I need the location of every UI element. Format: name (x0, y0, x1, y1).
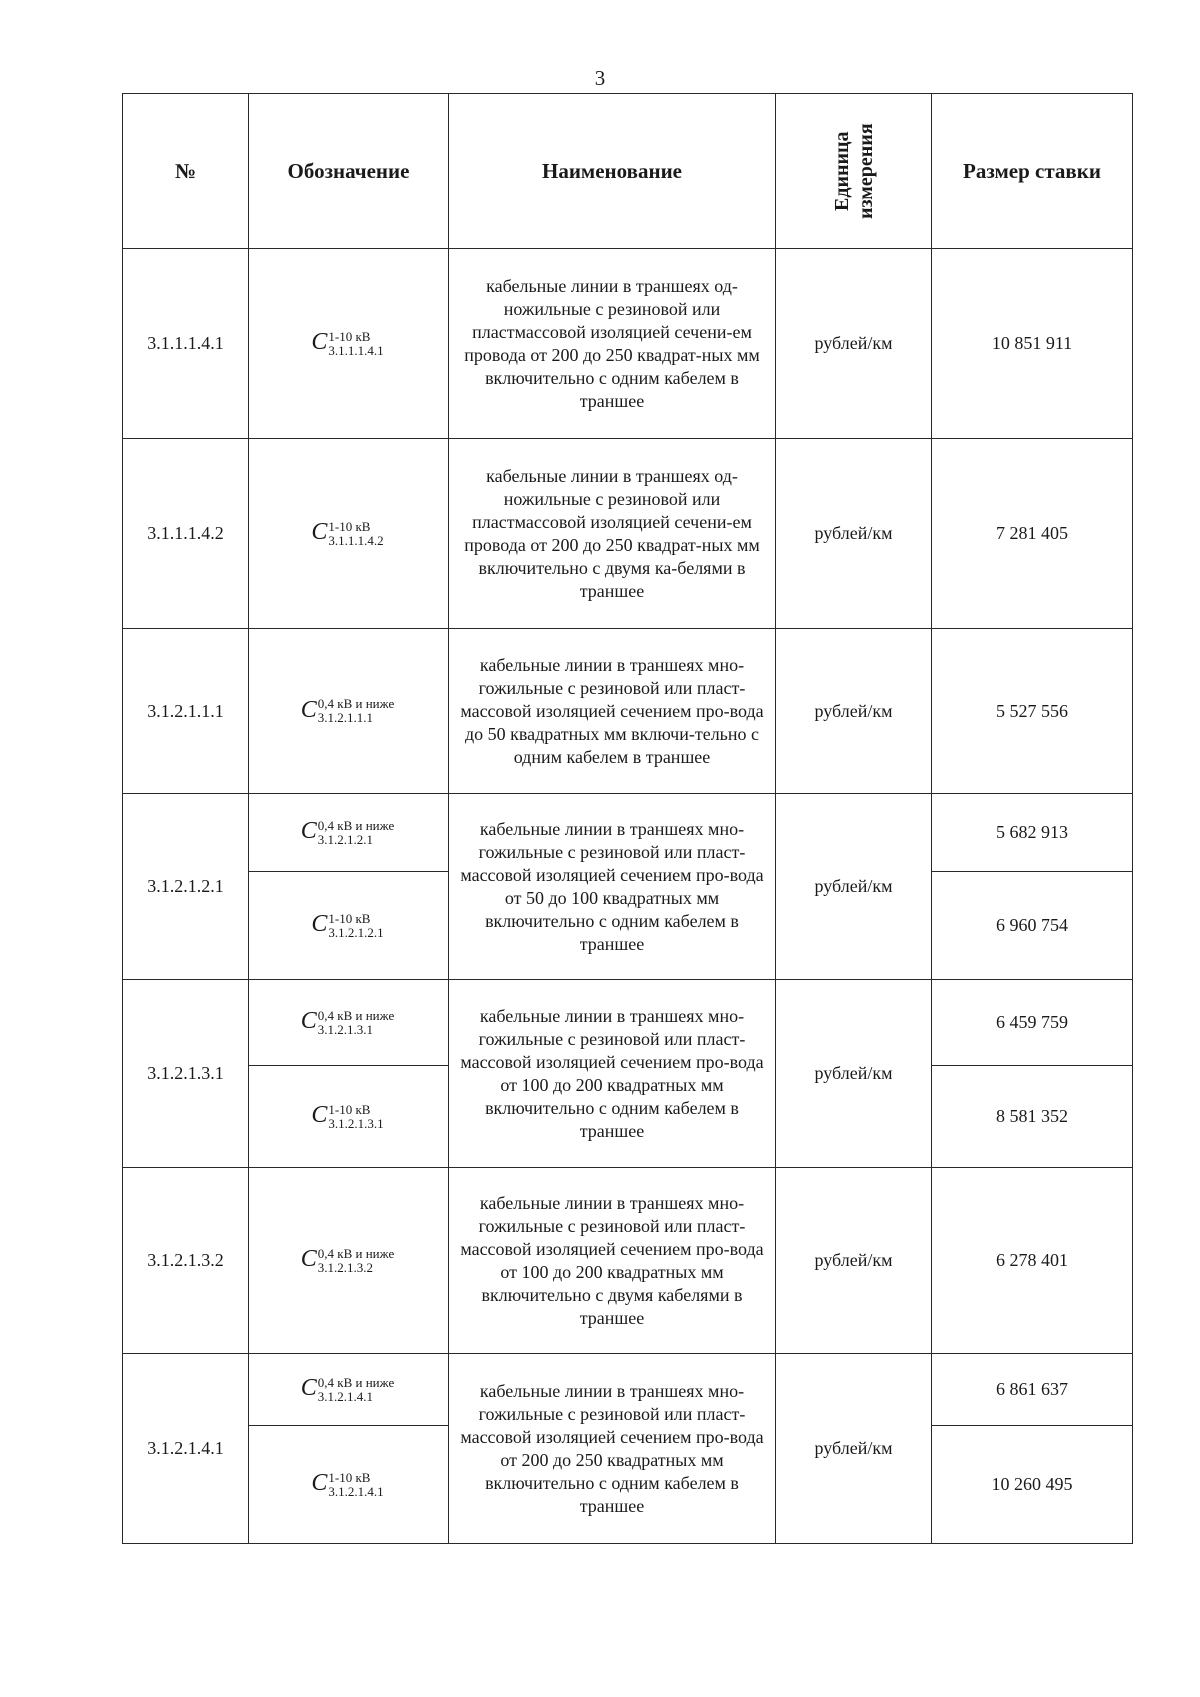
designation-cell (249, 1066, 449, 1168)
rate-value: 10 851 911 (932, 249, 1133, 439)
table-body (123, 249, 1133, 1544)
rate-value: 10 260 495 (932, 1426, 1133, 1544)
rate-value: 6 278 401 (932, 1168, 1133, 1354)
table-row (123, 1168, 1133, 1354)
row-name (449, 249, 776, 439)
designation-symbol: C (300, 1246, 317, 1273)
rate-designation (311, 1470, 385, 1499)
designation-symbol: C (311, 1102, 328, 1129)
rate-designation (301, 1246, 396, 1275)
designation-cell (249, 249, 449, 439)
designation-cell (249, 1168, 449, 1354)
row-name (449, 439, 776, 629)
row-unit: рублей/км (776, 439, 932, 629)
page-number: 3 (594, 66, 606, 90)
table-row (123, 980, 1133, 1066)
designation-voltage: 0,4 кВ и ниже (317, 1374, 395, 1390)
row-name (449, 1168, 776, 1354)
table-row (123, 794, 1133, 872)
designation-cell (249, 629, 449, 794)
designation-cell (249, 1354, 449, 1426)
row-unit: рублей/км (776, 794, 932, 980)
rate-designation (301, 1375, 396, 1404)
rate-designation (301, 1008, 396, 1037)
rate-value: 6 861 637 (932, 1354, 1133, 1426)
row-name (449, 794, 776, 980)
designation-code: 3.1.2.1.1.1 (317, 710, 374, 726)
row-number: 3.1.2.1.1.1 (123, 629, 249, 794)
row-name-text: кабельные линии в траншеях мно-гожильные с резиновой или пласт-массовой изоляцией сечением про-вода от 200 до 250 квадратных мм включительно с одним кабелем в траншее (460, 1380, 764, 1516)
rate-value: 5 682 913 (932, 794, 1133, 872)
designation-voltage: 0,4 кВ и ниже (317, 696, 395, 712)
designation-cell (249, 1426, 449, 1544)
designation-symbol: C (311, 329, 328, 356)
designation-voltage: 0,4 кВ и ниже (317, 1007, 395, 1023)
designation-symbol: C (300, 696, 317, 723)
rate-designation (311, 911, 385, 940)
designation-cell (249, 980, 449, 1066)
designation-code: 3.1.2.1.2.1 (317, 831, 374, 847)
row-name (449, 629, 776, 794)
rate-designation (311, 519, 385, 548)
designation-symbol: C (300, 1375, 317, 1402)
row-number: 3.1.2.1.2.1 (123, 794, 249, 980)
designation-voltage: 1-10 кВ (328, 1101, 371, 1117)
designation-voltage: 1-10 кВ (328, 910, 371, 926)
rates-table (122, 93, 1133, 1544)
rate-value: 8 581 352 (932, 1066, 1133, 1168)
row-name (449, 980, 776, 1168)
row-number: 3.1.1.1.4.1 (123, 249, 249, 439)
row-name-text: кабельные линии в траншеях од-ножильные с резиновой или пластмассовой изоляцией сечени-ем провода от 200 до 250 квадрат-ных мм включительно с одним кабелем в траншее (464, 275, 760, 411)
designation-code: 3.1.2.1.2.1 (328, 924, 384, 940)
header-number: № (123, 94, 249, 249)
designation-symbol: C (311, 1470, 328, 1497)
rate-designation (311, 329, 385, 358)
designation-symbol: C (311, 911, 328, 938)
row-unit: рублей/км (776, 629, 932, 794)
row-number: 3.1.2.1.3.1 (123, 980, 249, 1168)
row-unit: рублей/км (776, 1354, 932, 1544)
designation-code: 3.1.1.1.4.2 (328, 532, 384, 548)
designation-symbol: C (300, 1008, 317, 1035)
designation-cell (249, 439, 449, 629)
designation-code: 3.1.2.1.3.1 (328, 1115, 384, 1131)
designation-voltage: 1-10 кВ (328, 518, 371, 534)
row-name-text: кабельные линии в траншеях мно-гожильные с резиновой или пласт-массовой изоляцией сечением про-вода от 100 до 200 квадратных мм включительно с одним кабелем в траншее (460, 1005, 764, 1141)
designation-voltage: 1-10 кВ (328, 328, 371, 344)
table-row (123, 1354, 1133, 1426)
rate-value: 6 960 754 (932, 872, 1133, 980)
designation-code: 3.1.2.1.3.1 (317, 1021, 374, 1037)
rate-value: 6 459 759 (932, 980, 1133, 1066)
designation-cell (249, 794, 449, 872)
row-number: 3.1.1.1.4.2 (123, 439, 249, 629)
designation-code: 3.1.2.1.4.1 (328, 1483, 384, 1499)
designation-voltage: 1-10 кВ (328, 1469, 371, 1485)
designation-symbol: C (300, 818, 317, 845)
row-name-text: кабельные линии в траншеях мно-гожильные с резиновой или пласт-массовой изоляцией сечением про-вода до 50 квадратных мм включи-тельно с одним кабелем в траншее (460, 654, 764, 767)
designation-code: 3.1.2.1.4.1 (317, 1388, 374, 1404)
table-row (123, 439, 1133, 629)
designation-voltage: 0,4 кВ и ниже (317, 817, 395, 833)
table-row (123, 249, 1133, 439)
designation-code: 3.1.1.1.4.1 (328, 342, 384, 358)
row-unit: рублей/км (776, 980, 932, 1168)
header-unit (776, 94, 932, 249)
row-number: 3.1.2.1.3.2 (123, 1168, 249, 1354)
designation-code: 3.1.2.1.3.2 (317, 1259, 374, 1275)
row-name-text: кабельные линии в траншеях мно-гожильные с резиновой или пласт-массовой изоляцией сечением про-вода от 50 до 100 квадратных мм включительно с одним кабелем в траншее (460, 818, 764, 954)
header-rate: Размер ставки (932, 94, 1133, 249)
row-name-text: кабельные линии в траншеях мно-гожильные с резиновой или пласт-массовой изоляцией сечением про-вода от 100 до 200 квадратных мм включительно с двумя кабелями в траншее (460, 1192, 764, 1328)
row-number: 3.1.2.1.4.1 (123, 1354, 249, 1544)
row-unit: рублей/км (776, 1168, 932, 1354)
rate-designation (301, 818, 396, 847)
rate-value: 7 281 405 (932, 439, 1133, 629)
table-row (123, 629, 1133, 794)
designation-voltage: 0,4 кВ и ниже (317, 1245, 395, 1261)
rate-value: 5 527 556 (932, 629, 1133, 794)
header-name: Наименование (449, 94, 776, 249)
header-designation: Обозначение (249, 94, 449, 249)
header-unit-label: Единица измерения (830, 123, 877, 219)
rate-designation (311, 1102, 385, 1131)
rate-designation (301, 697, 396, 726)
designation-cell (249, 872, 449, 980)
row-name-text: кабельные линии в траншеях од-ножильные с резиновой или пластмассовой изоляцией сечени-ем провода от 200 до 250 квадрат-ных мм включительно с двумя ка-белями в траншее (464, 465, 760, 601)
row-unit: рублей/км (776, 249, 932, 439)
row-name (449, 1354, 776, 1544)
designation-symbol: C (311, 519, 328, 546)
header-row (123, 94, 1133, 249)
